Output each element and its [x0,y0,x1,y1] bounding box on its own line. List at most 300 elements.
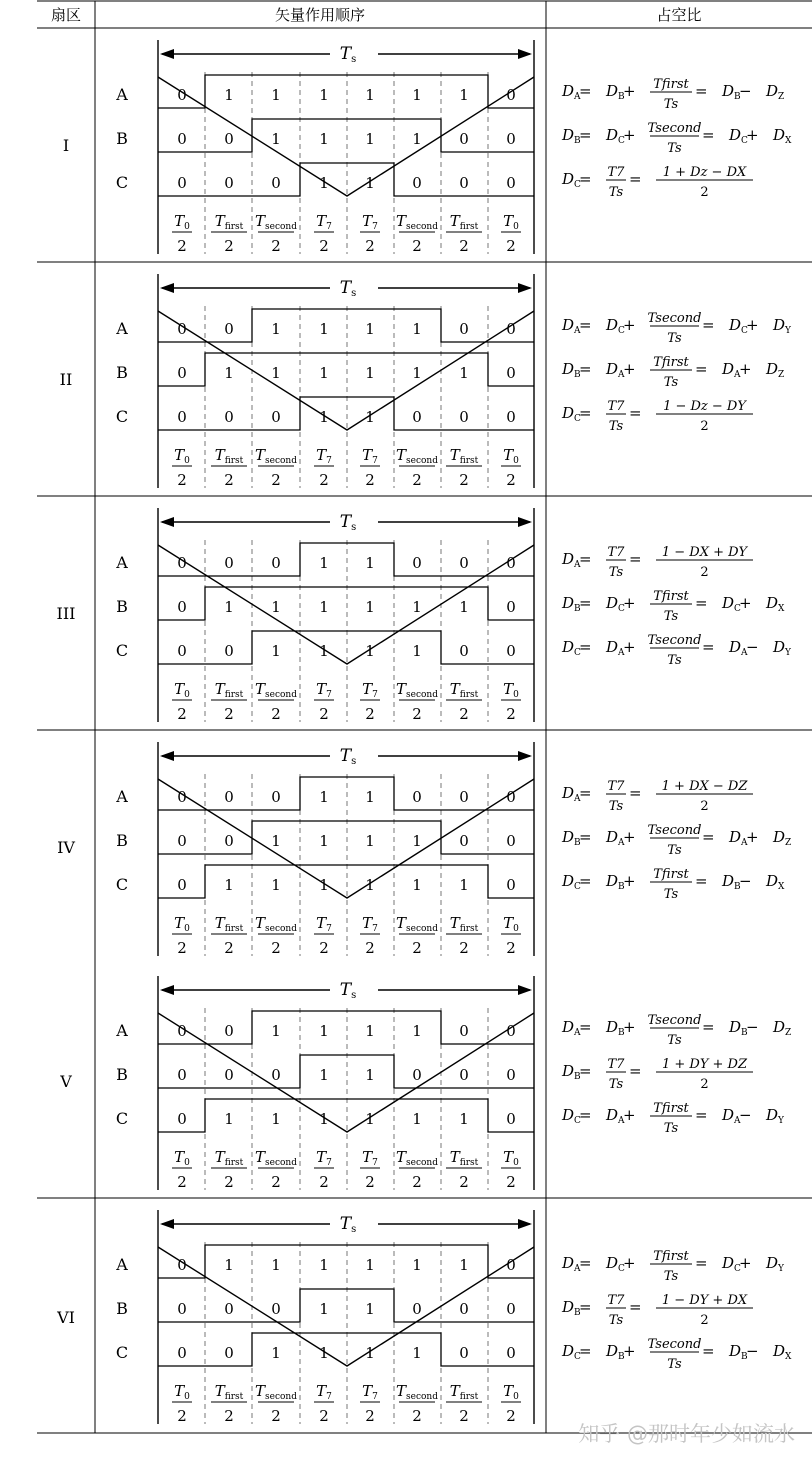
svg-text:Tfirst: $T_{first}$ [214,446,244,466]
svg-text:−: − [739,1106,752,1124]
switch-state: 0 [506,1344,516,1362]
svg-text:2: 2 [365,705,375,723]
svg-text:DB: $D_B$ [562,1062,581,1082]
svg-text:=: = [629,550,642,568]
switch-state: 0 [224,788,234,806]
svg-text:=: = [629,784,642,802]
svg-text:T0: $T_0$ [503,446,519,466]
svg-text:=: = [579,360,592,378]
switch-state: 1 [224,1110,234,1128]
svg-text:T7: T7 [607,1293,625,1308]
switch-state: 0 [506,1066,516,1084]
switch-state: 0 [459,408,469,426]
switch-state: 1 [319,1110,329,1128]
switch-state: 1 [365,1066,375,1084]
svg-text:Tfirst: $T_{first}$ [214,1148,244,1168]
svg-text:Ts: Ts [608,565,624,580]
time-label [446,1382,482,1425]
svg-text:T0: $T_0$ [174,680,190,700]
time-label [501,914,521,957]
svg-text:Tsecond: Tsecond [647,1337,702,1352]
switch-state: 1 [365,832,375,850]
svg-text:T0: $T_0$ [503,1382,519,1402]
svg-text:=: = [579,1062,592,1080]
switch-state: 1 [319,364,329,382]
switch-state: 1 [365,788,375,806]
svg-text:Tsecond: $T_{second}$ [255,680,297,700]
sector-iv [57,742,791,957]
switch-state: 1 [224,1256,234,1274]
svg-text:=: = [702,316,715,334]
switch-state: 1 [365,130,375,148]
sector-name: V [60,1072,72,1091]
phase-label-b: B [116,1299,128,1318]
svg-text:2: 2 [177,1407,187,1425]
switch-state: 1 [459,598,469,616]
watermark: 知乎 @那时年少如流水 [578,1422,795,1446]
switch-state: 1 [224,86,234,104]
carrier-triangle [158,1247,534,1366]
svg-text:T0: $T_0$ [174,1382,190,1402]
svg-text:2: 2 [506,705,516,723]
switch-state: 1 [224,876,234,894]
svg-text:DC: $D_C$ [722,594,741,614]
svg-text:T0: $T_0$ [174,446,190,466]
phase-label-c: C [115,173,129,192]
svg-text:1 − Dz − DY: 1 − Dz − DY [663,399,746,414]
time-label [172,1382,192,1425]
time-label [501,212,521,255]
svg-text:+: + [739,594,752,612]
svg-text:=: = [579,872,592,890]
svg-text:2: 2 [700,185,709,200]
duty-formula [561,77,784,112]
svg-text:Tsecond: $T_{second}$ [255,914,297,934]
sector-v [59,976,791,1191]
svg-text:2: 2 [412,1407,422,1425]
switch-state: 0 [177,832,187,850]
time-label [211,1148,247,1191]
svg-text:=: = [579,82,592,100]
time-label [501,680,521,723]
svg-text:Ts: Ts [663,887,679,902]
svg-text:+: + [623,316,636,334]
switch-state: 1 [319,1066,329,1084]
time-label [446,212,482,255]
switch-state: 1 [365,598,375,616]
svg-text:T7: T7 [607,779,625,794]
svg-text:DC: $D_C$ [729,316,748,336]
switch-state: 0 [459,788,469,806]
time-label [211,680,247,723]
switch-state: 0 [459,554,469,572]
switch-state: 0 [224,832,234,850]
svg-text:2: 2 [319,471,329,489]
svg-text:DZ: $D_Z$ [766,360,785,380]
svg-text:2: 2 [700,419,709,434]
svg-text:2: 2 [224,939,234,957]
svg-text:2: 2 [271,939,281,957]
period-arrow [160,278,532,299]
switch-state: 1 [271,832,281,850]
time-label [255,1148,297,1191]
period-arrow [160,512,532,533]
switch-state: 1 [412,642,422,660]
svg-text:Tfirst: $T_{first}$ [214,1382,244,1402]
period-arrow [160,44,532,65]
switch-state: 0 [177,364,187,382]
time-label [314,1148,334,1191]
switch-state: 0 [271,408,281,426]
sector-name: VI [57,1308,75,1327]
svg-text:2: 2 [365,939,375,957]
switch-state: 0 [177,174,187,192]
switch-state: 0 [224,1344,234,1362]
svg-text:=: = [702,1018,715,1036]
duty-formula [561,633,792,668]
svg-text:+: + [623,1018,636,1036]
phase-waveform-c [158,865,534,898]
svg-text:2: 2 [412,705,422,723]
svg-text:DB: $D_B$ [562,360,581,380]
switch-state: 1 [365,1110,375,1128]
time-label [314,212,334,255]
switch-state: 0 [459,320,469,338]
time-label [360,1382,380,1425]
time-label [360,212,380,255]
svg-text:=: = [629,1298,642,1316]
svg-text:2: 2 [224,1407,234,1425]
phase-waveform-b [158,1055,534,1088]
svg-text:Ts: Ts [608,799,624,814]
switch-state: 0 [506,408,516,426]
carrier-triangle [158,311,534,430]
svg-text:Ts: Ts [663,1121,679,1136]
svg-text:DA: $D_A$ [722,360,741,380]
phase-waveform-c [158,1333,534,1366]
svg-text:Tsecond: Tsecond [647,311,702,326]
switch-state: 1 [319,174,329,192]
duty-formula [561,1013,791,1048]
switch-state: 0 [177,1110,187,1128]
svg-text:=: = [702,1342,715,1360]
phase-label-a: A [116,319,128,338]
svg-text:=: = [702,638,715,656]
switch-state: 0 [177,642,187,660]
phase-label-c: C [115,1109,129,1128]
switch-state: 1 [412,876,422,894]
switch-state: 1 [271,1344,281,1362]
switch-state: 1 [365,554,375,572]
switch-state: 0 [506,174,516,192]
switch-state: 0 [271,1066,281,1084]
phase-label-c: C [115,407,129,426]
svg-text:2: 2 [412,1173,422,1191]
time-label [211,446,247,489]
svg-text:2: 2 [319,237,329,255]
svg-text:=: = [579,404,592,422]
time-label [396,1382,438,1425]
svg-text:Tfirst: $T_{first}$ [449,1382,479,1402]
switch-state: 0 [271,554,281,572]
phase-waveform-a [158,75,534,108]
svg-text:DA: $D_A$ [562,1018,581,1038]
svg-text:=: = [695,1106,708,1124]
time-label [172,446,192,489]
svg-text:2: 2 [177,705,187,723]
switch-state: 0 [506,1110,516,1128]
switch-state: 1 [365,1344,375,1362]
svg-text:T7: T7 [607,545,625,560]
switch-state: 0 [224,130,234,148]
svg-text:−: − [739,82,752,100]
switch-state: 0 [224,1022,234,1040]
svg-text:−: − [746,1342,759,1360]
table-header [51,6,702,24]
switch-state: 0 [177,320,187,338]
time-label [396,1148,438,1191]
switch-state: 0 [506,832,516,850]
svg-text:DA: $D_A$ [729,828,748,848]
svg-text:Ts: Ts [663,609,679,624]
svg-text:DC: $D_C$ [562,404,581,424]
switch-state: 0 [177,130,187,148]
switch-state: 1 [271,598,281,616]
switch-state: 1 [365,1022,375,1040]
svg-text:2: 2 [412,237,422,255]
duty-formula [561,399,753,434]
svg-text:DY: $D_Y$ [773,316,791,336]
svg-text:DB: $D_B$ [562,828,581,848]
switch-state: 0 [177,554,187,572]
svg-text:DB: $D_B$ [606,1018,625,1038]
svg-text:Tsecond: Tsecond [647,1013,702,1028]
svg-text:2: 2 [506,939,516,957]
switch-state: 0 [459,1066,469,1084]
svg-text:Ts: Ts [608,1313,624,1328]
svg-text:DZ: $D_Z$ [766,82,785,102]
svg-text:Tsecond: $T_{second}$ [396,1148,438,1168]
svg-text:2: 2 [271,705,281,723]
sector-i [63,40,792,255]
duty-formula [561,1337,792,1372]
svg-text:DX: $D_X$ [766,872,785,892]
duty-formula [561,355,784,390]
svg-text:Tsecond: Tsecond [647,121,702,136]
switch-state: 1 [365,364,375,382]
duty-formula [561,589,785,624]
switch-state: 0 [224,1300,234,1318]
svg-text:T7: $T_7$ [316,212,332,232]
header-cell: 占空比 [656,6,702,24]
svg-text:2: 2 [271,237,281,255]
svg-text:=: = [579,1106,592,1124]
time-label [211,914,247,957]
svg-text:DA: $D_A$ [562,784,581,804]
phase-waveform-c [158,163,534,196]
svg-text:=: = [579,550,592,568]
sector-ii [60,274,792,489]
switch-state: 0 [224,320,234,338]
switch-state: 0 [412,788,422,806]
svg-text:2: 2 [177,237,187,255]
switch-state: 1 [271,130,281,148]
svg-text:=: = [579,638,592,656]
switch-state: 1 [319,876,329,894]
time-label [446,446,482,489]
time-label [501,446,521,489]
time-label [255,212,297,255]
phase-label-c: C [115,1343,129,1362]
switch-state: 0 [177,1066,187,1084]
phase-label-a: A [116,85,128,104]
switch-state: 0 [506,554,516,572]
svg-text:+: + [623,1342,636,1360]
switch-state: 1 [319,1344,329,1362]
phase-waveform-b [158,353,534,386]
svg-text:2: 2 [224,1173,234,1191]
svg-text:Ts: Ts [339,980,357,1001]
switch-state: 1 [319,1022,329,1040]
svg-text:2: 2 [319,705,329,723]
svg-text:1 − DX + DY: 1 − DX + DY [661,545,748,560]
switch-state: 0 [459,1022,469,1040]
svg-text:2: 2 [700,1313,709,1328]
phase-label-b: B [116,129,128,148]
svg-text:DC: $D_C$ [722,1254,741,1274]
switch-state: 1 [365,876,375,894]
switch-state: 0 [506,598,516,616]
svg-text:=: = [579,594,592,612]
switch-state: 0 [506,1256,516,1274]
switch-state: 1 [224,598,234,616]
svg-text:2: 2 [177,939,187,957]
svg-text:T7: $T_7$ [316,1148,332,1168]
svg-text:2: 2 [224,471,234,489]
svg-text:+: + [623,82,636,100]
svg-text:Tfirst: Tfirst [653,1249,689,1264]
svg-text:DX: $D_X$ [773,1342,792,1362]
svg-text:2: 2 [459,1173,469,1191]
switch-state: 1 [271,876,281,894]
carrier-triangle [158,77,534,196]
duty-formula [561,165,753,200]
switch-state: 1 [459,876,469,894]
svg-text:=: = [695,82,708,100]
time-label [314,680,334,723]
svg-text:Tfirst: Tfirst [653,1101,689,1116]
duty-formula [561,121,792,156]
sector-vi [56,1210,792,1425]
svg-text:DA: $D_A$ [606,360,625,380]
svg-text:Tsecond: Tsecond [647,633,702,648]
time-label [446,680,482,723]
svg-text:Ts: Ts [663,97,679,112]
time-label [255,914,297,957]
svg-text:Tsecond: $T_{second}$ [255,1148,297,1168]
phase-waveform-b [158,587,534,620]
switch-state: 1 [412,1344,422,1362]
switch-state: 1 [319,642,329,660]
svg-text:T7: $T_7$ [316,1382,332,1402]
svg-text:+: + [623,594,636,612]
switch-state: 1 [365,86,375,104]
svg-text:DC: $D_C$ [562,1106,581,1126]
svg-text:DA: $D_A$ [606,828,625,848]
svg-text:=: = [629,404,642,422]
svg-text:−: − [746,1018,759,1036]
time-label [360,1148,380,1191]
switch-state: 0 [177,408,187,426]
carrier-triangle [158,1013,534,1132]
switch-state: 0 [177,1300,187,1318]
phase-waveform-a [158,309,534,342]
svg-text:DZ: $D_Z$ [773,828,792,848]
phase-label-a: A [116,553,128,572]
switch-state: 1 [319,788,329,806]
svg-text:2: 2 [365,471,375,489]
svg-text:Tfirst: $T_{first}$ [214,212,244,232]
time-label [396,914,438,957]
switch-state: 0 [459,642,469,660]
phase-waveform-b [158,1289,534,1322]
phase-label-c: C [115,641,129,660]
svg-text:=: = [579,126,592,144]
svg-text:Ts: Ts [339,278,357,299]
svg-text:DB: $D_B$ [562,594,581,614]
switch-state: 0 [177,876,187,894]
period-arrow [160,746,532,767]
svg-text:DA: $D_A$ [562,1254,581,1274]
switch-state: 0 [459,130,469,148]
svg-text:+: + [623,126,636,144]
switch-state: 1 [271,320,281,338]
svg-text:T7: $T_7$ [362,1148,378,1168]
svg-text:DB: $D_B$ [606,82,625,102]
svg-text:=: = [629,170,642,188]
duty-formula [561,311,792,346]
svg-text:Ts: Ts [663,375,679,390]
svg-text:+: + [623,1254,636,1272]
svg-text:=: = [579,828,592,846]
svg-text:DC: $D_C$ [606,594,625,614]
sector-rows [56,40,792,1425]
svg-text:Tsecond: $T_{second}$ [396,914,438,934]
time-label [211,1382,247,1425]
switch-state: 1 [459,1256,469,1274]
svg-text:DA: $D_A$ [562,550,581,570]
switch-state: 1 [412,1110,422,1128]
switch-state: 0 [177,86,187,104]
switch-state: 1 [365,1300,375,1318]
switch-state: 0 [459,832,469,850]
svg-text:1 − DY + DX: 1 − DY + DX [661,1293,748,1308]
svg-text:2: 2 [506,237,516,255]
svg-text:T7: T7 [607,399,625,414]
svg-text:Tfirst: $T_{first}$ [449,680,479,700]
sector-name: I [62,136,70,155]
svg-text:DC: $D_C$ [562,170,581,190]
svg-text:DA: $D_A$ [562,316,581,336]
svg-text:=: = [579,1298,592,1316]
svg-text:T0: $T_0$ [503,914,519,934]
svg-text:Ts: Ts [339,44,357,65]
duty-formula [561,1101,785,1136]
svg-text:Ts: Ts [339,1214,357,1235]
time-label [172,212,192,255]
switch-state: 0 [506,788,516,806]
svg-text:T7: $T_7$ [316,446,332,466]
